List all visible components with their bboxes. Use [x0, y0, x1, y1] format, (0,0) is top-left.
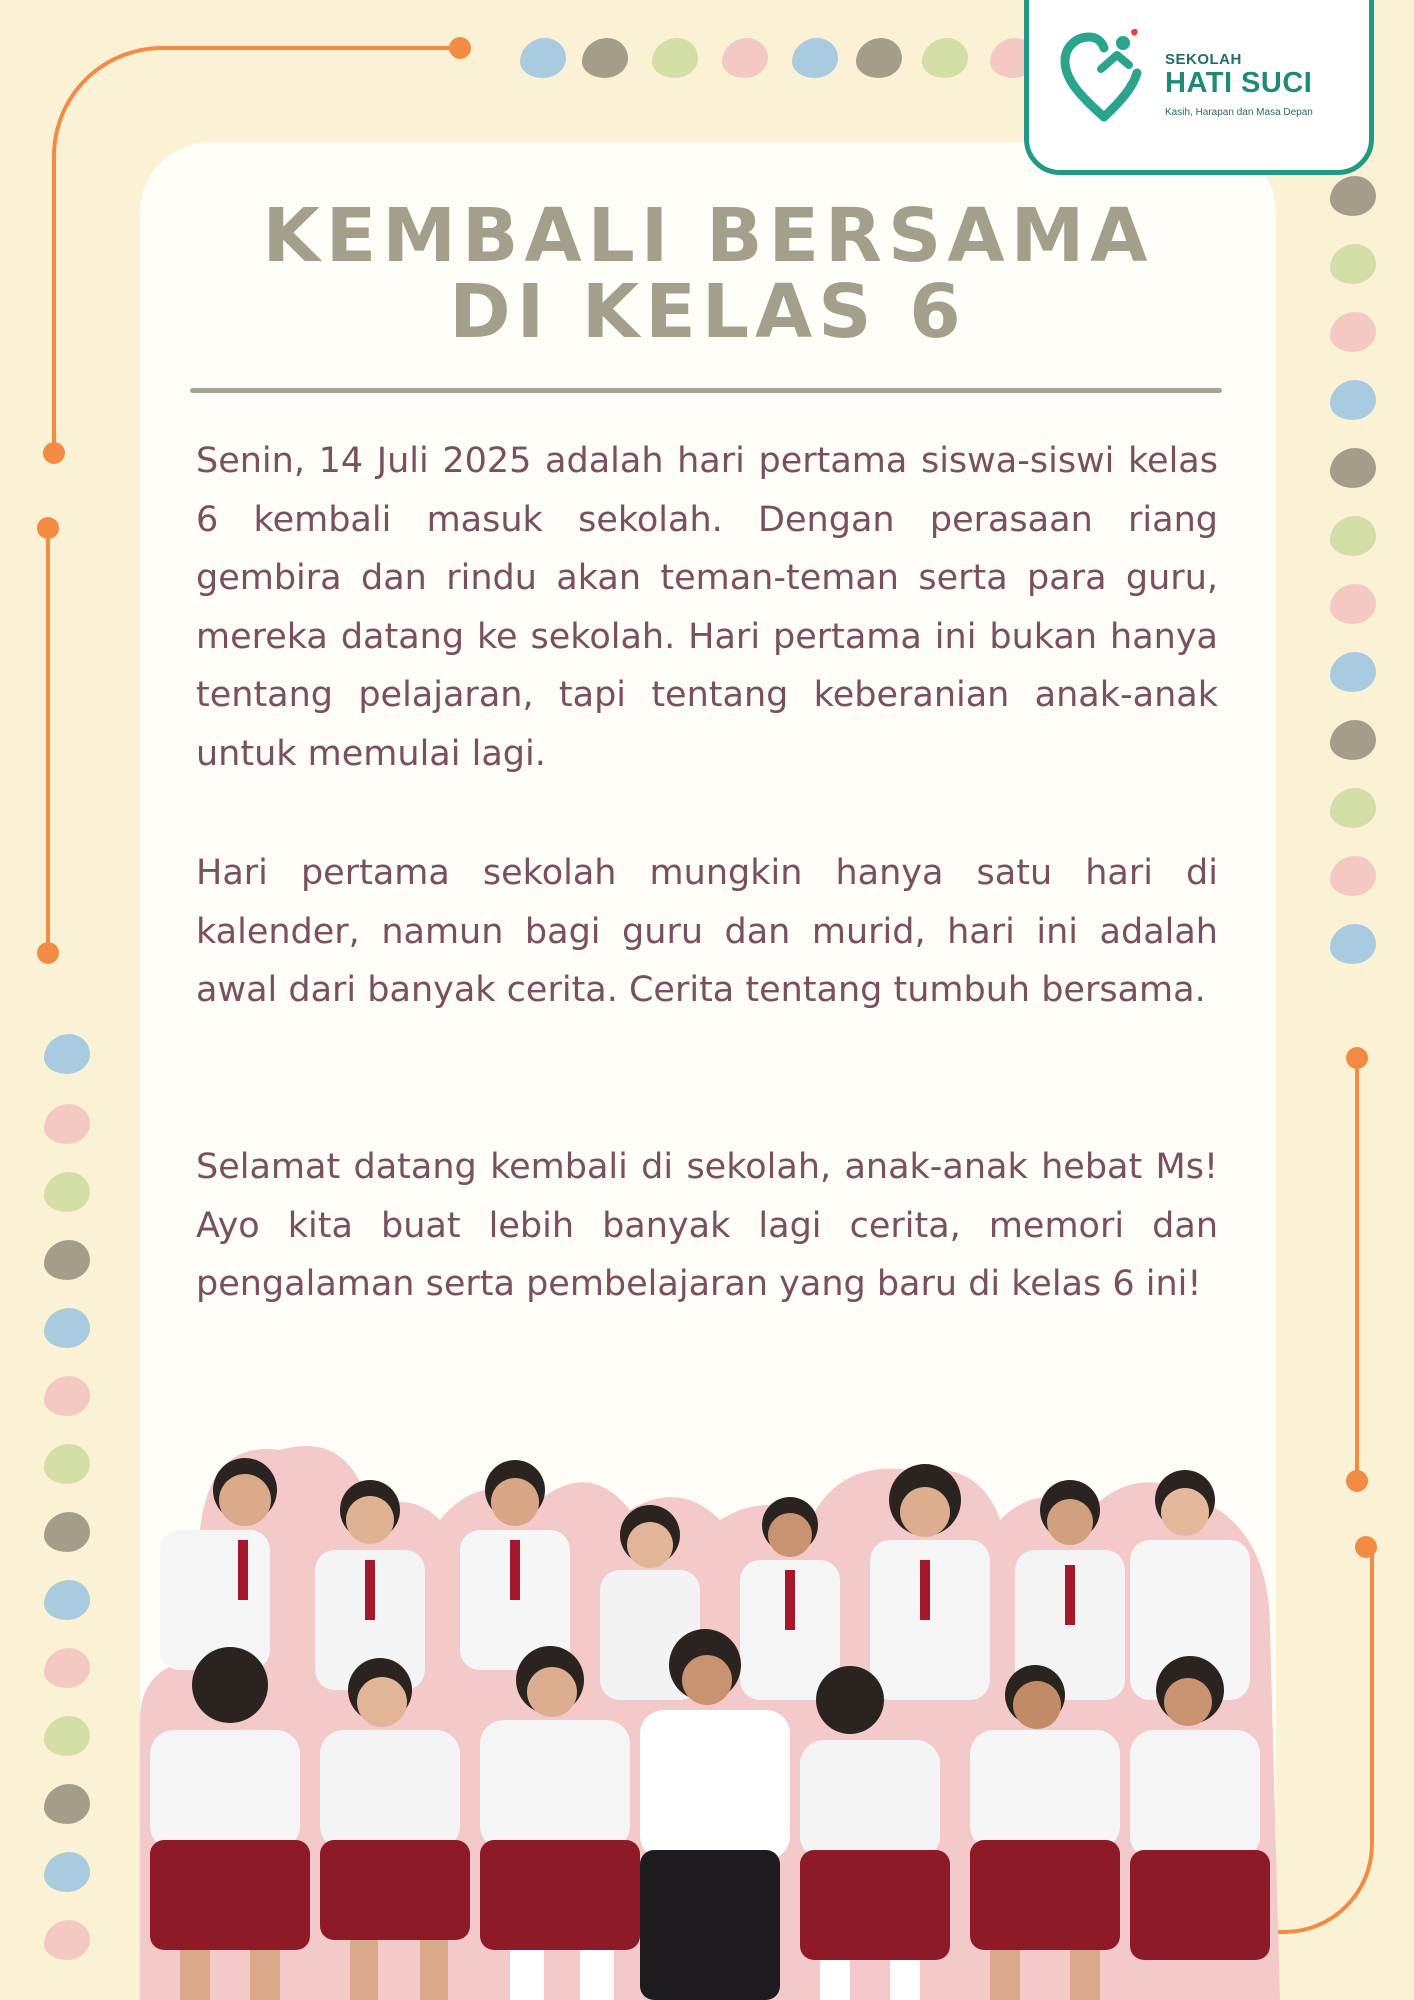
pastel-blob — [792, 38, 838, 78]
logo-tagline: Kasih, Harapan dan Masa Depan — [1165, 107, 1313, 118]
page-title-line-1: KEMBALI BERSAMA — [262, 193, 1154, 279]
pastel-blob — [1330, 448, 1376, 488]
pastel-blob — [44, 1104, 90, 1144]
orange-dot — [43, 442, 65, 464]
orange-dot — [1355, 1536, 1377, 1558]
school-logo — [1024, 0, 1374, 175]
pastel-blob — [1330, 924, 1376, 964]
pastel-blob — [652, 38, 698, 78]
page-title-line-2: DI KELAS 6 — [449, 269, 967, 355]
pastel-blob — [1330, 788, 1376, 828]
orange-dot — [37, 517, 59, 539]
pastel-blob — [44, 1240, 90, 1280]
orange-line — [1355, 1060, 1359, 1480]
pastel-blob — [1330, 584, 1376, 624]
paragraph-intro: Senin, 14 Juli 2025 adalah hari pertama siswa-siswi kelas 6 kembali masuk sekolah. Dengan perasaan riang gembira dan rindu akan teman-teman serta para guru, mereka datang ke sekolah. Hari pertama ini bukan hanya tentang pelajaran, tapi tentang keberanian anak-anak untuk memulai lagi. — [196, 441, 1218, 774]
paragraph-closing: Selamat datang kembali di sekolah, anak-anak hebat Ms! Ayo kita buat lebih banyak lagi cerita, memori dan pengalaman serta pembelajaran yang baru di kelas 6 ini! — [196, 1147, 1218, 1304]
pastel-blob — [1330, 652, 1376, 692]
pastel-blob — [582, 38, 628, 78]
title-divider — [190, 388, 1222, 393]
paragraph-middle: Hari pertama sekolah mungkin hanya satu hari di kalender, namun bagi guru dan murid, hari ini adalah awal dari banyak cerita. Cerita tentang tumbuh bersama. — [196, 853, 1218, 1010]
pastel-blob — [44, 1172, 90, 1212]
orange-dot — [1346, 1047, 1368, 1069]
pastel-blob — [1330, 312, 1376, 352]
pastel-blob — [1330, 720, 1376, 760]
pastel-blob — [1330, 516, 1376, 556]
logo-label-small: SEKOLAH — [1165, 51, 1242, 68]
pastel-blob — [44, 1444, 90, 1484]
pastel-blob — [44, 1648, 90, 1688]
orange-dot — [449, 37, 471, 59]
pastel-blob — [44, 1784, 90, 1824]
pastel-blob — [44, 1852, 90, 1892]
pastel-blob — [1330, 244, 1376, 284]
pastel-blob — [1330, 176, 1376, 216]
heart-logo-icon — [1059, 25, 1149, 125]
pastel-blob — [856, 38, 902, 78]
pastel-blob — [44, 1580, 90, 1620]
pastel-blob — [44, 1920, 90, 1960]
pastel-blob — [44, 1512, 90, 1552]
orange-dot — [1346, 1470, 1368, 1492]
pastel-blob — [722, 38, 768, 78]
class-group-photo — [120, 1400, 1300, 2000]
pastel-blob — [520, 38, 566, 78]
pastel-blob — [922, 38, 968, 78]
pastel-blob — [1330, 856, 1376, 896]
pastel-blob — [44, 1308, 90, 1348]
logo-label-big: HATI SUCI — [1165, 67, 1313, 99]
pastel-blob — [44, 1716, 90, 1756]
pastel-blob — [1330, 380, 1376, 420]
orange-dot — [37, 942, 59, 964]
orange-line — [46, 530, 50, 950]
pastel-blob — [44, 1034, 90, 1074]
pastel-blob — [44, 1376, 90, 1416]
